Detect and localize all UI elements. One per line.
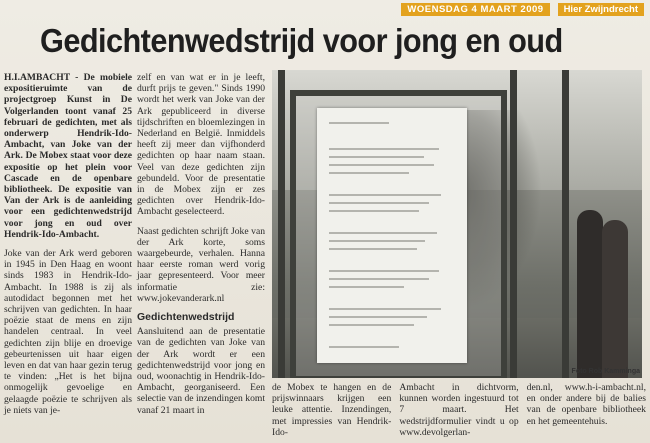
body-paragraph: zelf en van wat er in je leeft, durft prijs te geven." Sinds 1990 wordt het werk van Joke van der Ark gepubliceerd in diverse tijdschriften en bloemlezingen in Nederland en België. Inmiddels heeft zij meer dan vijfhonderd gedichten op haar naam staan. Veel van deze gedichten zijn gebundeld. Voor de presentatie in de Mobex zijn er zes gedichten over Hendrik-Ido-Ambacht geselecteerd. [137, 72, 265, 218]
article-column-2 [137, 72, 265, 424]
body-paragraph: Ambacht in dichtvorm, kunnen worden ingestuurd tot 7 maart. Het wedstrijdformulier vindt u op www.devolgerlan- [399, 382, 519, 438]
lead-paragraph: H.I.AMBACHT - De mobiele expositieruimte van de projectgroep Kunst in De Volgerlanden toont vanaf 25 februari de gedichten, met als onderwerp Hendrik-Ido-Ambacht, van Joke van der Ark. De Mobex staat voor deze expositie op het plein voor Cascade en de openbare bibliotheek. De expositie van Van der Ark is de aanleiding voor een gedichtenwedstrijd voor jong en oud over Hendrik-Ido-Ambacht. [4, 72, 132, 240]
photo-person [602, 220, 628, 378]
body-paragraph: Aansluitend aan de presentatie van de gedichten van Joke van der Ark wordt er een gedichtenwedstrijd voor jong en oud, woonachtig in Hendrik-Ido-Ambacht, georganiseerd. Een selectie van de inzendingen komt vanaf 21 maart in [137, 326, 265, 416]
photo-credit: Foto Rob Kamminga [571, 368, 640, 375]
photo-person [577, 210, 603, 378]
issue-date: WOENSDAG 4 MAART 2009 [401, 3, 549, 16]
page-header [401, 2, 644, 16]
photo-pole [510, 70, 517, 378]
article-bottom-columns [272, 382, 646, 438]
article-column-1 [4, 72, 132, 424]
section-label: Hier Zwijndrecht [558, 3, 644, 16]
photo-pole [562, 70, 569, 378]
article-photo [272, 70, 642, 378]
poem-sheet [317, 108, 467, 363]
body-paragraph: Joke van der Ark werd geboren in 1945 in Den Haag en woont sinds 1983 in Hendrik-Ido-Ambacht. In 1988 is zij als autodidact begonnen met het schrijven van gedichten. In haar poëzie staat de mens en zijn handelen centraal. In veel gedichten zijn blije en droevige gebeurtenissen uit haar eigen leven en dat van haar gezin terug te vinden: „Het is het bijna onmogelijk gevoelige en gelaagde poëzie te schrijven als je niets van je- [4, 248, 132, 416]
body-paragraph: Naast gedichten schrijft Joke van der Ark korte, soms waargebeurde, verhalen. Hanna haar eerste roman werd vorig jaar gepresenteerd. Voor meer informatie zie: www.jokevanderark.nl [137, 225, 265, 304]
photo-pole [278, 70, 285, 378]
body-paragraph: den.nl, www.h-i-ambacht.nl, en onder andere bij de balies van de openbare bibliotheek en het gemeentehuis. [526, 382, 646, 427]
body-paragraph: de Mobex te hangen en de prijswinnaars krijgen een leuke attentie. Inzendingen, met impressies van Hendrik-Ido- [272, 382, 392, 438]
article-headline: Gedichtenwedstrijd voor jong en oud [40, 22, 563, 59]
subheading: Gedichtenwedstrijd [137, 311, 235, 324]
